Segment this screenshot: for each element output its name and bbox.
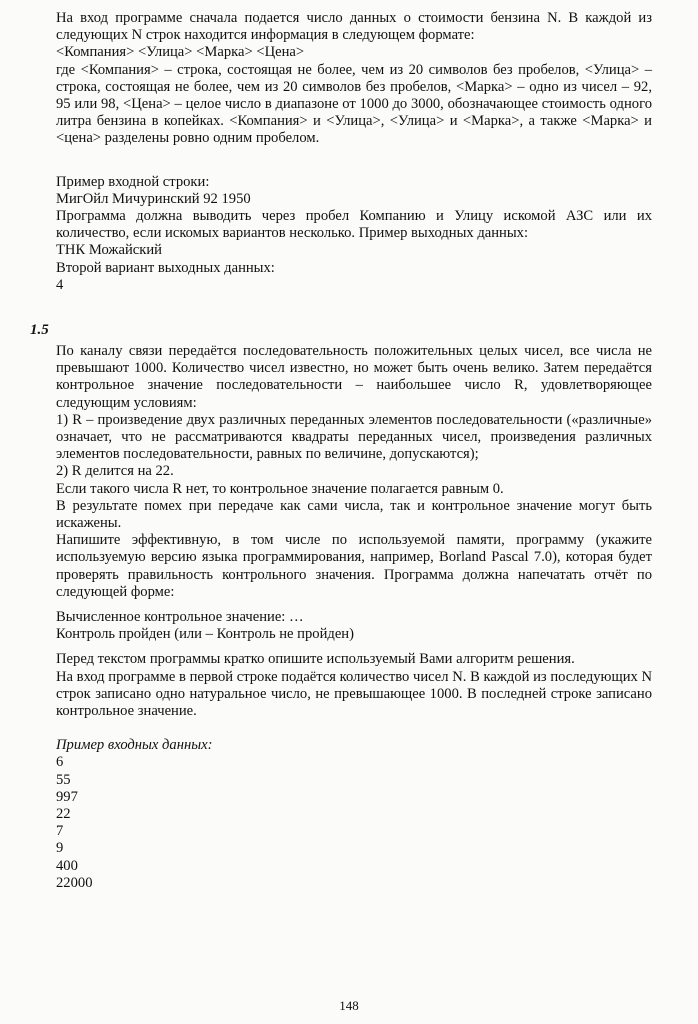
format-description: где <Компания> – строка, состоящая не более, чем из 20 символов без пробелов, <Улица> – строка, состоящая не более, чем из 20 символов без пробелов, <Марка> – одно из чисел – 92, 95 или 98, <Цена> – целое число в диапазоне от 1000 до 3000, обозначающее стоимость одного литра бензина в копейках. <Компания> и <Улица>, <Улица> и <Марка>, а также <Марка> и <цена> разделены ровно одним пробелом. bbox=[56, 61, 652, 147]
example-input-label: Пример входной строки: bbox=[56, 173, 210, 190]
example-value: 22 bbox=[56, 806, 71, 823]
second-variant-label: Второй вариант выходных данных: bbox=[56, 259, 275, 276]
example-value: 400 bbox=[56, 857, 78, 874]
algorithm-note: Перед текстом программы кратко опишите используемый Вами алгоритм решения. bbox=[56, 651, 575, 668]
page-number: 148 bbox=[339, 998, 359, 1013]
report-line-1: Вычисленное контрольное значение: … bbox=[56, 609, 304, 626]
condition-1: 1) R – произведение двух различных переданных элементов последовательности («различные» означает, что не рассматриваются квадраты переданных чисел, произведения различных элементов последовательности, равных по величине, допускаются); bbox=[56, 411, 652, 463]
no-number-rule: Если такого числа R нет, то контрольное значение полагается равным 0. bbox=[56, 480, 504, 497]
example-value: 6 bbox=[56, 754, 64, 771]
input-description: На вход программе в первой строке подаётся количество чисел N. В каждой из последующих N строк записано одно натуральное число, не превышающее 1000. В последней строке записано контрольное значение. bbox=[56, 668, 652, 720]
section-text-block bbox=[56, 343, 652, 892]
format-line: <Компания> <Улица> <Марка> <Цена> bbox=[56, 44, 305, 61]
example-value: 7 bbox=[56, 823, 64, 840]
example-output-value: ТНК Можайский bbox=[56, 242, 162, 259]
example-value: 55 bbox=[56, 771, 71, 788]
second-variant-value: 4 bbox=[56, 276, 64, 293]
output-description: Программа должна выводить через пробел Компанию и Улицу искомой АЗС или их количество, если искомых вариантов несколько. Пример выходных данных: bbox=[56, 208, 652, 242]
noise-note: В результате помех при передаче как сами числа, так и контрольное значение могут быть искажены. bbox=[56, 497, 652, 532]
example-data-label: Пример входных данных: bbox=[56, 737, 213, 754]
example-value: 9 bbox=[56, 840, 64, 857]
intro-paragraph: На вход программе сначала подается число данных о стоимости бензина N. В каждой из следующих N строк находится информация в следующем формате: bbox=[56, 10, 652, 44]
section-number: 1.5 bbox=[30, 322, 49, 338]
report-line-2: Контроль пройден (или – Контроль не пройден) bbox=[56, 626, 354, 643]
example-input-value: МигОйл Мичуринский 92 1950 bbox=[56, 190, 251, 207]
top-text-block bbox=[56, 10, 652, 294]
task-statement: Напишите эффективную, в том числе по используемой памяти, программу (укажите используемую версию языка программирования, например, Borland Pascal 7.0), которая будет проверять правильность контрольного значения. Программа должна напечатать отчёт по следующей форме: bbox=[56, 532, 652, 600]
condition-2: 2) R делится на 22. bbox=[56, 463, 174, 480]
example-value: 22000 bbox=[56, 874, 93, 891]
section-intro: По каналу связи передаётся последовательность положительных целых чисел, все числа не превышают 1000. Количество чисел известно, но может быть очень велико. Затем передаётся контрольное значение последовательности – наибольшее число R, удовлетворяющее следующим условиям: bbox=[56, 343, 652, 411]
example-value: 997 bbox=[56, 788, 78, 805]
